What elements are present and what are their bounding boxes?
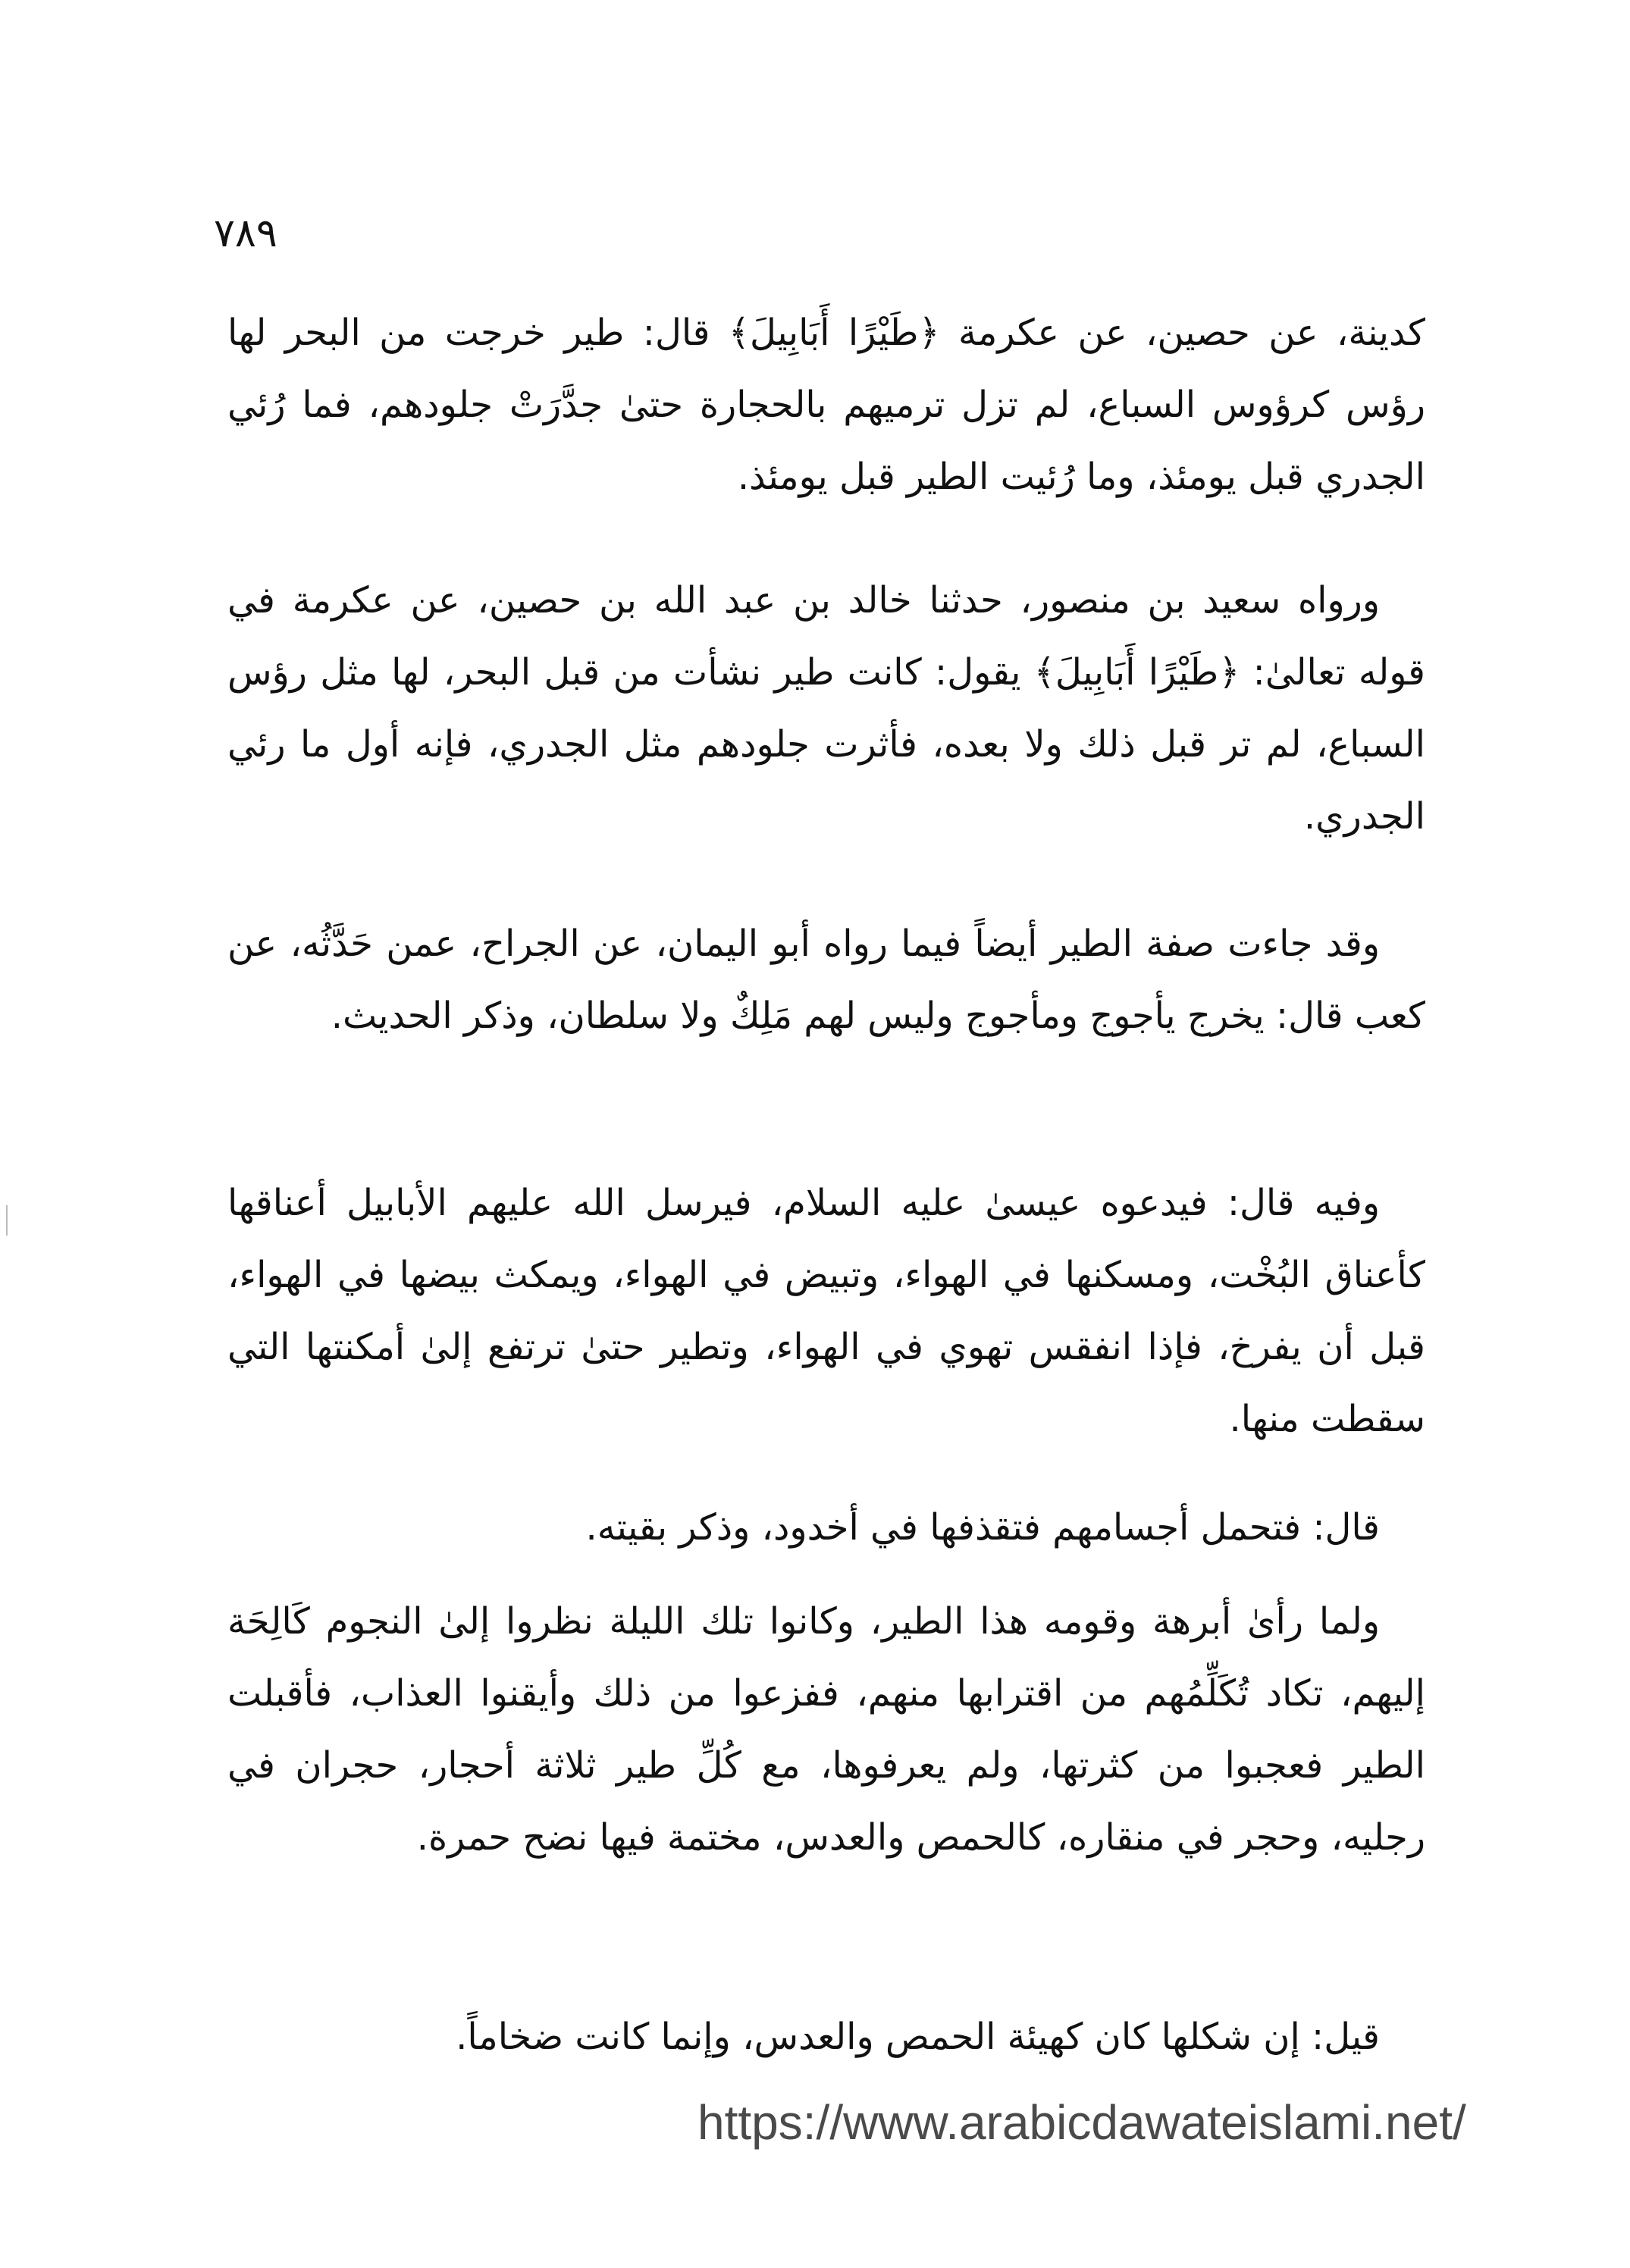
paragraph-text: وفيه قال: فيدعوه عيسىٰ عليه السلام، فيرسل الله عليهم الأبابيل أعناقها كأعناق البُخْت، ومسكنها في الهواء، وتبيض في الهواء، ويمكث بيضها في الهواء، قبل أن يفرخ، فإذا انفقس تهوي في الهواء، وتطير حتىٰ ترتفع إلىٰ أمكنتها التي سقطت منها. [227, 1182, 1425, 1440]
paragraph-text: قال: فتحمل أجسامهم فتقذفها في أخدود، وذكر بقيته. [585, 1506, 1380, 1549]
paragraph-4 [227, 1167, 1425, 1455]
paragraph-text: قيل: إن شكلها كان كهيئة الحمص والعدس، وإنما كانت ضخاماً. [456, 2016, 1380, 2058]
paragraph-text: ورواه سعيد بن منصور، حدثنا خالد بن عبد الله بن حصين، عن عكرمة في قوله تعالىٰ: ﴿طَيْرًا أَبَابِيلَ﴾ يقول: كانت طير نشأت من قبل البحر، لها مثل رؤس السباع، لم تر قبل ذلك ولا بعده، فأثرت جلودهم مثل الجدري، فإنه أول ما رئي الجدري. [227, 579, 1425, 838]
paragraph-text: ولما رأىٰ أبرهة وقومه هذا الطير، وكانوا تلك الليلة نظروا إلىٰ النجوم كَالِحَة إليهم، تكاد تُكَلِّمُهم من اقترابها منهم، ففزعوا من ذلك وأيقنوا العذاب، فأقبلت الطير فعجبوا من كثرتها، ولم يعرفوها، مع كُلِّ طير ثلاثة أحجار، حجران في رجليه، وحجر في منقاره، كالحمص والعدس، مختمة فيها نضح حمرة. [227, 1600, 1425, 1859]
paragraph-text: كدينة، عن حصين، عن عكرمة ﴿طَيْرًا أَبَابِيلَ﴾ قال: طير خرجت من البحر لها رؤس كرؤوس السباع، لم تزل ترميهم بالحجارة حتىٰ جدَّرَتْ جلودهم، فما رُئي الجدري قبل يومئذ، وما رُئيت الطير قبل يومئذ. [227, 312, 1425, 498]
paragraph-6 [227, 1586, 1425, 1874]
paragraph-2 [227, 565, 1425, 853]
paragraph-7 [227, 2001, 1425, 2073]
paragraph-5 [227, 1492, 1425, 1564]
paragraph-text: وقد جاءت صفة الطير أيضاً فيما رواه أبو اليمان، عن الجراح، عمن حَدَّثُه، عن كعب قال: يخرج يأجوج ومأجوج وليس لهم مَلِكٌ ولا سلطان، وذكر الحديث. [227, 923, 1425, 1037]
scan-edge-mark [6, 1205, 8, 1236]
paragraph-3 [227, 908, 1425, 1052]
paragraph-1 [227, 297, 1425, 513]
page-number: ٧٨٩ [214, 211, 277, 256]
watermark-url: https://www.arabicdawateislami.net/ [697, 2095, 1466, 2150]
